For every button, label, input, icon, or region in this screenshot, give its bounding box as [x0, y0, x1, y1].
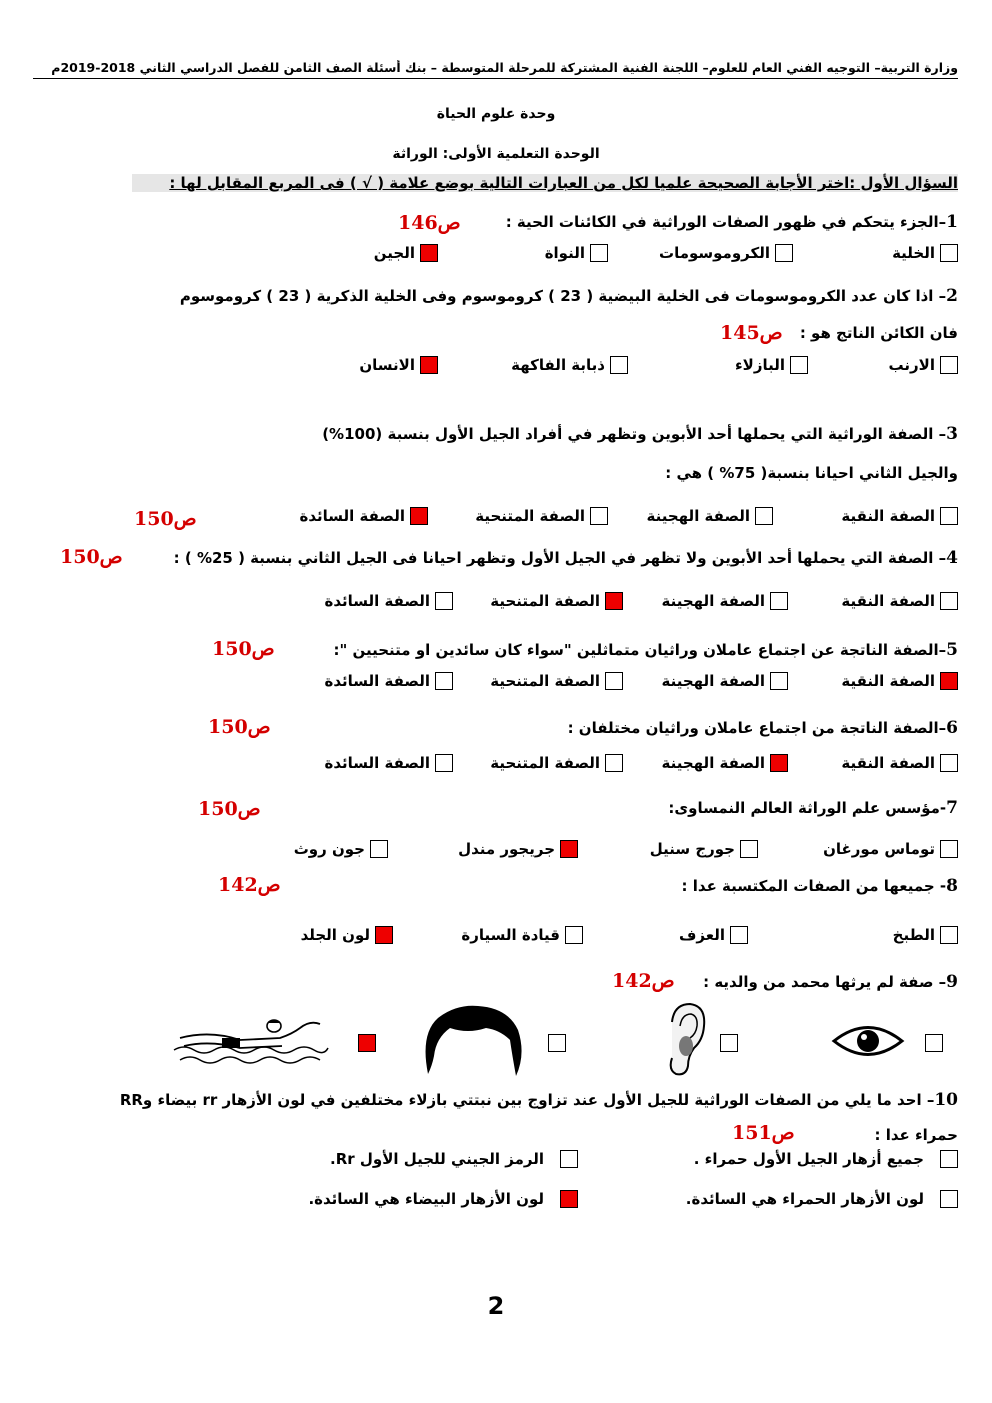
question-8: 8- جميعها من الصفات المكتسبة عدا :	[681, 876, 958, 896]
option-checkbox[interactable]: الصفة السائدة	[325, 672, 454, 690]
checkbox-empty[interactable]	[370, 840, 388, 858]
option-checkbox[interactable]: لون الجلد	[301, 926, 393, 944]
option-checkbox[interactable]: الرمز الجيني للجيل الأول Rr.	[330, 1150, 578, 1168]
options-q7	[258, 840, 958, 866]
checkbox-empty[interactable]	[605, 754, 623, 772]
checkbox-empty[interactable]	[590, 244, 608, 262]
checkbox-checked[interactable]	[940, 672, 958, 690]
option-checkbox[interactable]: الصفة الهجينة	[662, 592, 789, 610]
page-reference: ص145	[720, 322, 783, 344]
option-checkbox[interactable]: النواة	[545, 244, 608, 262]
checkbox-empty[interactable]	[435, 672, 453, 690]
options-q2	[258, 356, 958, 382]
option-checkbox[interactable]: الصفة الهجينة	[662, 754, 789, 772]
options-q5	[258, 672, 958, 698]
checkbox-empty[interactable]	[610, 356, 628, 374]
checkbox-empty[interactable]	[435, 754, 453, 772]
checkbox-empty[interactable]	[940, 1150, 958, 1168]
option-checkbox[interactable]: الصفة المتنحية	[490, 754, 623, 772]
page-reference: ص150	[134, 508, 197, 530]
question-3-line2: والجيل الثاني احيانا بنسبة( 75% ) هي :	[665, 464, 958, 482]
checkbox-empty[interactable]	[770, 672, 788, 690]
checkbox-empty[interactable]	[940, 1190, 958, 1208]
option-checkbox[interactable]: جريجور مندل	[458, 840, 578, 858]
option-checkbox[interactable]: الصفة النقية	[841, 507, 958, 525]
checkbox-empty[interactable]	[940, 356, 958, 374]
checkbox-empty[interactable]	[770, 592, 788, 610]
option-checkbox[interactable]: الطبخ	[893, 926, 958, 944]
checkbox-empty[interactable]	[740, 840, 758, 858]
options-q10-row2	[258, 1190, 958, 1216]
option-checkbox[interactable]: الصفة المتنحية	[475, 507, 608, 525]
option-checkbox[interactable]: الصفة النقية	[841, 592, 958, 610]
option-checkbox[interactable]: الجين	[374, 244, 438, 262]
options-q8	[258, 926, 958, 952]
question-1: 1–الجزء يتحكم في ظهور الصفات الوراثية في الكائنات الحية :	[505, 212, 958, 232]
question-3: 3– الصفة الوراثية التي يحملها أحد الأبوين وتظهر في أفراد الجيل الأول بنسبة (100%)	[322, 424, 958, 444]
option-checkbox[interactable]: توماس مورغان	[823, 840, 958, 858]
option-checkbox[interactable]: الصفة السائدة	[325, 592, 454, 610]
options-q1	[258, 244, 958, 270]
option-checkbox[interactable]: الكروموسومات	[659, 244, 793, 262]
option-checkbox[interactable]: البازلاء	[735, 356, 808, 374]
checkbox-empty[interactable]	[940, 507, 958, 525]
checkbox-empty[interactable]	[940, 754, 958, 772]
question-instruction: السؤال الأول :اختر الأجابة الصحيحة علميا لكل من العبارات التالية بوضع علامة ( √ ) فى المربع المقابل لها :	[132, 174, 958, 192]
option-checkbox[interactable]: جميع أزهار الجيل الأول حمراء .	[694, 1150, 958, 1168]
checkbox-empty[interactable]	[940, 244, 958, 262]
checkbox-empty[interactable]	[925, 1034, 943, 1052]
page-reference: ص146	[398, 212, 461, 234]
checkbox-empty[interactable]	[790, 356, 808, 374]
checkbox-empty[interactable]	[940, 926, 958, 944]
question-6: 6–الصفة الناتجة من اجتماع عاملان وراثيان مختلفان :	[567, 718, 958, 738]
option-checkbox[interactable]: الصفة الهجينة	[662, 672, 789, 690]
options-q10-row1	[258, 1150, 958, 1176]
checkbox-checked[interactable]	[560, 1190, 578, 1208]
question-2-line2: فان الكائن الناتج هو :	[799, 324, 958, 342]
option-checkbox[interactable]: الصفة المتنحية	[490, 672, 623, 690]
options-q3	[133, 507, 958, 533]
option-checkbox[interactable]: جورج سنيل	[650, 840, 758, 858]
page-reference: ص150	[198, 798, 261, 820]
option-checkbox[interactable]: ذبابة الفاكهة	[511, 356, 628, 374]
option-checkbox[interactable]: الصفة المتنحية	[490, 592, 623, 610]
checkbox-empty[interactable]	[565, 926, 583, 944]
option-checkbox[interactable]: الصفة الهجينة	[647, 507, 774, 525]
checkbox-empty[interactable]	[605, 672, 623, 690]
page-reference: ص150	[212, 638, 275, 660]
checkbox-empty[interactable]	[590, 507, 608, 525]
question-10-line2: حمراء عدا :	[874, 1126, 958, 1144]
option-checkbox[interactable]: لون الأزهار الحمراء هي السائدة.	[686, 1190, 958, 1208]
option-checkbox[interactable]: الصفة النقية	[841, 754, 958, 772]
swimmer-icon	[170, 1016, 330, 1066]
option-checkbox[interactable]: جون روث	[294, 840, 388, 858]
question-2: 2– اذا كان عدد الكروموسومات فى الخلية البيضية ( 23 ) كروموسوم وفى الخلية الذكرية ( 23 ) كروموسوم	[179, 286, 958, 306]
page-reference: ص150	[208, 716, 271, 738]
options-q4	[258, 592, 958, 618]
option-checkbox[interactable]: الصفة السائدة	[325, 754, 454, 772]
option-checkbox[interactable]: لون الأزهار البيضاء هي السائدة.	[308, 1190, 578, 1208]
eye-icon	[830, 1020, 906, 1062]
question-10: 10– احد ما يلي من الصفات الوراثية للجيل الأول عند تزاوج بين نبتتي بازلاء مختلفين في لون الأزهار rr بيضاء وRR	[119, 1090, 958, 1110]
page-number: 2	[487, 1292, 505, 1320]
question-4: 4– الصفة التي يحملها أحد الأبوين ولا تظهر في الجيل الأول وتظهر احيانا فى الجيل الثاني بنسبة ( 25% ) :	[173, 548, 958, 568]
page-reference: ص151	[732, 1122, 795, 1144]
checkbox-checked[interactable]	[375, 926, 393, 944]
checkbox-checked[interactable]	[358, 1034, 376, 1052]
question-5: 5–الصفة الناتجة عن اجتماع عاملان وراثيان متماثلين "سواء كان سائدين او متنحيين ":	[333, 640, 958, 660]
option-checkbox[interactable]: الصفة النقية	[841, 672, 958, 690]
option-checkbox[interactable]: الصفة السائدة	[300, 507, 429, 525]
page-reference: ص142	[218, 874, 281, 896]
checkbox-checked[interactable]	[420, 244, 438, 262]
checkbox-empty[interactable]	[720, 1034, 738, 1052]
checkbox-empty[interactable]	[940, 592, 958, 610]
option-checkbox[interactable]: الارنب	[889, 356, 958, 374]
checkbox-checked[interactable]	[560, 840, 578, 858]
option-checkbox[interactable]: الانسان	[359, 356, 438, 374]
option-checkbox[interactable]: قيادة السيارة	[461, 926, 583, 944]
ear-icon	[660, 1000, 710, 1080]
checkbox-empty[interactable]	[775, 244, 793, 262]
question-7: 7-مؤسس علم الوراثة العالم النمساوى:	[668, 798, 958, 818]
page-reference: ص142	[612, 970, 675, 992]
option-checkbox[interactable]: العزف	[679, 926, 748, 944]
checkbox-checked[interactable]	[605, 592, 623, 610]
checkbox-empty[interactable]	[560, 1150, 578, 1168]
page-header: وزارة التربية– التوجيه الفني العام للعلوم– اللجنة الفنية المشتركة للمرحلة المتوسطة – بنك أسئلة الصف الثامن للفصل الدراسي الثاني 2018-2019م	[33, 60, 958, 79]
subunit-title: الوحدة التعلمية الأولى: الوراثة	[392, 146, 600, 162]
question-9: 9– صفة لم يرثها محمد من والديه :	[703, 972, 958, 992]
checkbox-checked[interactable]	[410, 507, 428, 525]
checkbox-empty[interactable]	[548, 1034, 566, 1052]
hair-icon	[420, 1004, 524, 1082]
checkbox-empty[interactable]	[730, 926, 748, 944]
checkbox-empty[interactable]	[755, 507, 773, 525]
page-reference: ص150	[60, 546, 123, 568]
checkbox-empty[interactable]	[435, 592, 453, 610]
checkbox-empty[interactable]	[940, 840, 958, 858]
checkbox-checked[interactable]	[770, 754, 788, 772]
checkbox-checked[interactable]	[420, 356, 438, 374]
option-checkbox[interactable]: الخلية	[892, 244, 958, 262]
unit-title: وحدة علوم الحياة	[436, 106, 556, 122]
options-q6	[258, 754, 958, 780]
